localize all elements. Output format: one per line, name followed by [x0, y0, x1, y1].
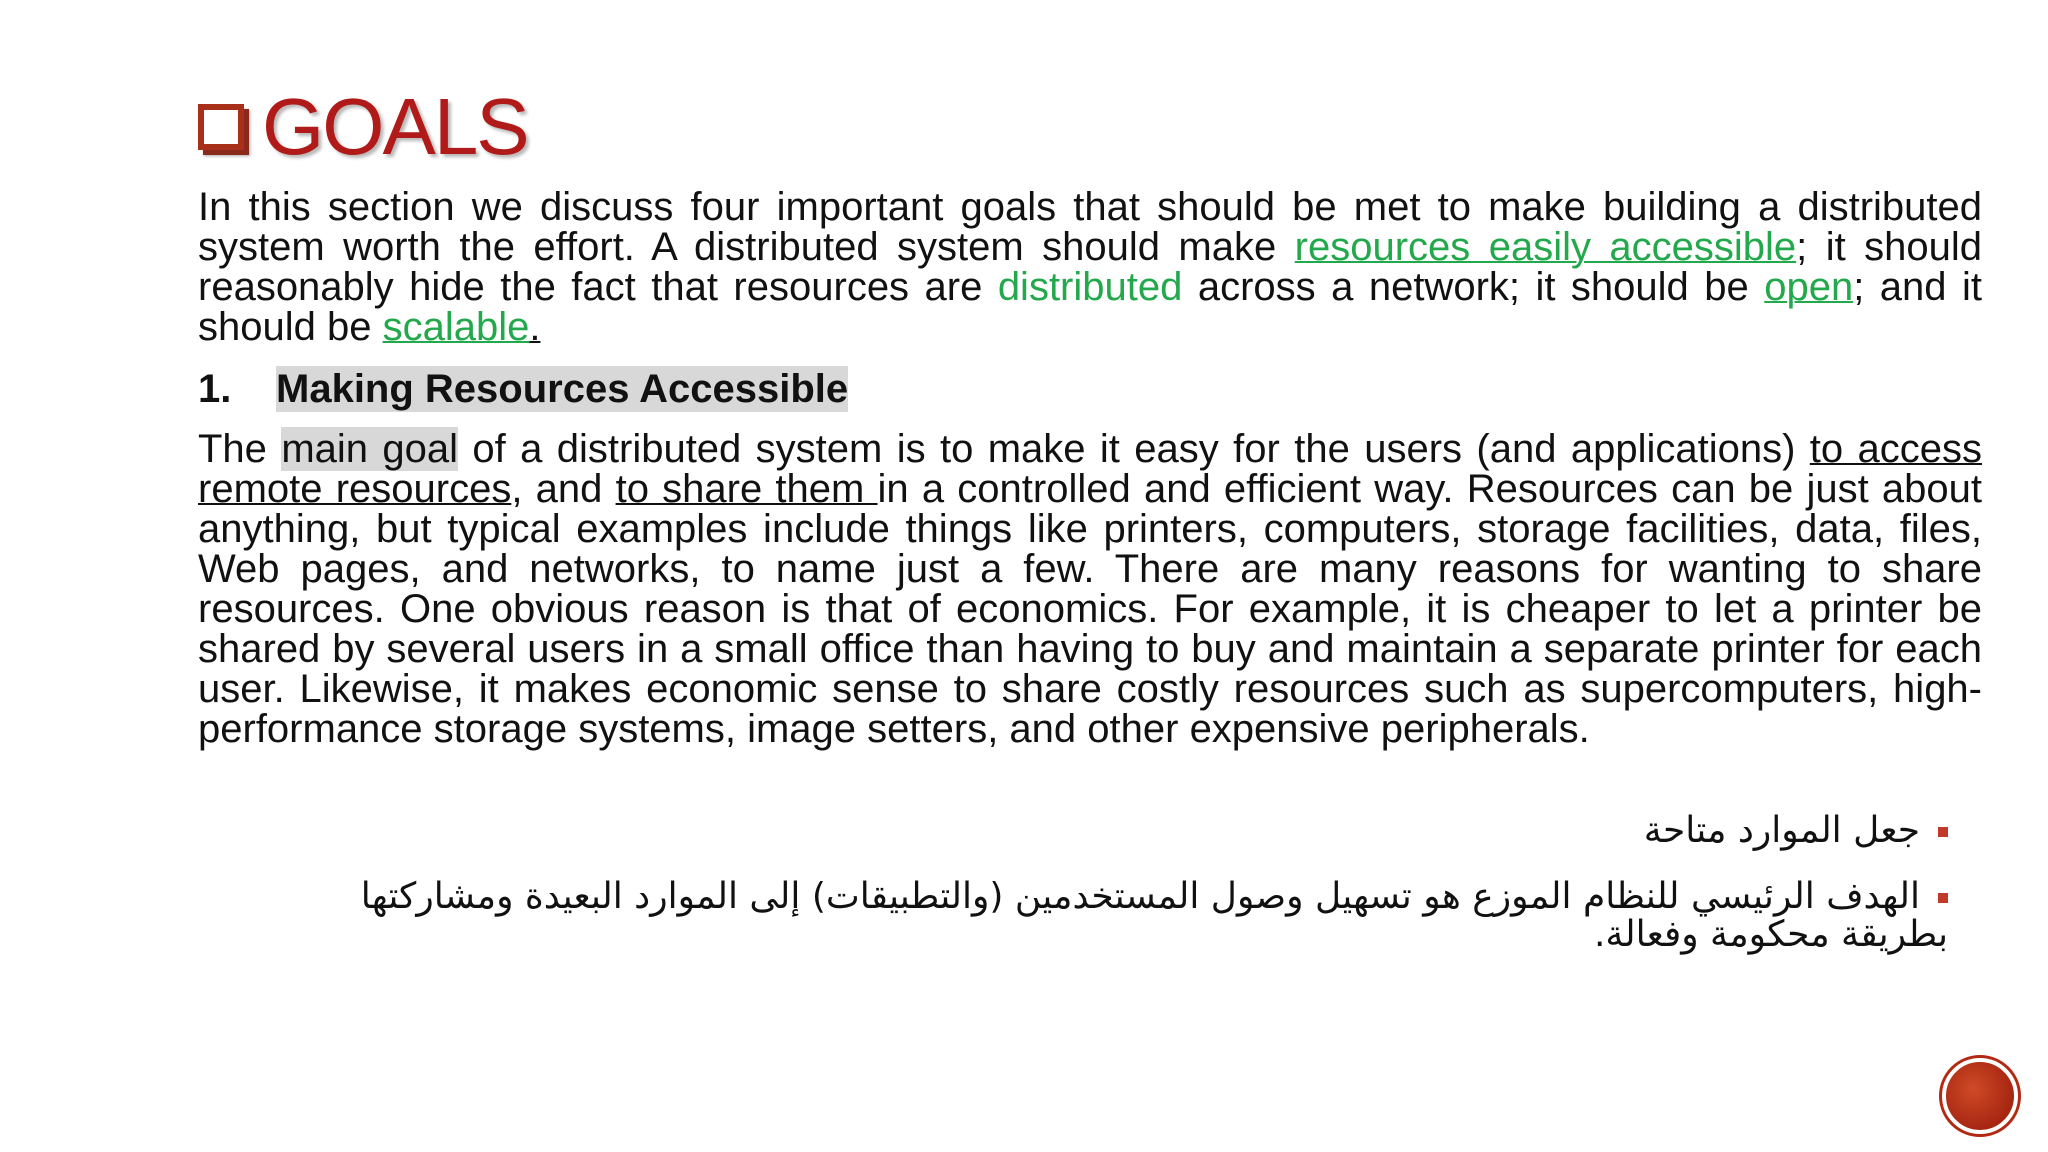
section-number: 1.: [198, 367, 232, 411]
open-link[interactable]: open: [1764, 265, 1854, 309]
section-heading: [198, 366, 848, 412]
slide-nav-button[interactable]: [1942, 1058, 2018, 1134]
checkbox-square-icon: [198, 104, 244, 150]
main-goal-highlight: main goal: [281, 427, 459, 471]
resources-easily-accessible-link[interactable]: resources easily accessible: [1294, 225, 1797, 269]
square-bullet-icon: [1938, 827, 1948, 837]
intro-text-2: ; it should reasonably hide the fact that resources are: [198, 225, 1982, 309]
scalable-link[interactable]: scalable: [382, 305, 530, 349]
title-text: GOALS: [262, 82, 528, 171]
body-text-2: of a distributed system is to make it easy for the users (and applications): [458, 427, 1810, 471]
share-them-underline: to share them: [615, 467, 878, 511]
intro-paragraph: [198, 187, 1982, 347]
body-text-3: , and: [511, 467, 616, 511]
intro-text-1: In this section we discuss four important goals that should be met to make building a distributed system worth the effort. A distributed system should make: [198, 185, 1982, 269]
arabic-bullet-2-text: الهدف الرئيسي للنظام الموزع هو تسهيل وصول المستخدمين (والتطبيقات) إلى الموارد البعيدة ومشاركتها بطريقة محكومة وفعالة.: [360, 876, 1948, 955]
arabic-bullet-2: [248, 878, 1948, 954]
body-text-4: in a controlled and efficient way. Resources can be just about anything, but typical examples include things like printers, computers, storage facilities, data, files, Web pages, and networks, to name just a few. There are many reasons for wanting to share resources. One obvious reason is that of economics. For example, it is cheaper to let a printer be shared by several users in a small office than having to buy and maintain a separate printer for each user. Likewise, it makes economic sense to share costly resources such as supercomputers, high-performance storage systems, image setters, and other expensive peripherals.: [198, 467, 1983, 751]
intro-text-5: .: [529, 305, 541, 349]
intro-text-4: ; and it should be: [198, 265, 1983, 349]
slide-title: [198, 82, 528, 172]
section-heading-text: Making Resources Accessible: [276, 367, 849, 411]
distributed-term: distributed: [997, 265, 1183, 309]
square-bullet-icon: [1938, 893, 1948, 903]
access-remote-resources-underline: to access remote resources: [198, 427, 1983, 511]
body-paragraph: [198, 429, 1982, 749]
arabic-bullet-1: [1644, 812, 1948, 850]
intro-text-3: across a network; it should be: [1182, 265, 1765, 309]
arabic-bullet-1-text: جعل الموارد متاحة: [1643, 810, 1920, 851]
body-text-1: The: [198, 427, 282, 471]
